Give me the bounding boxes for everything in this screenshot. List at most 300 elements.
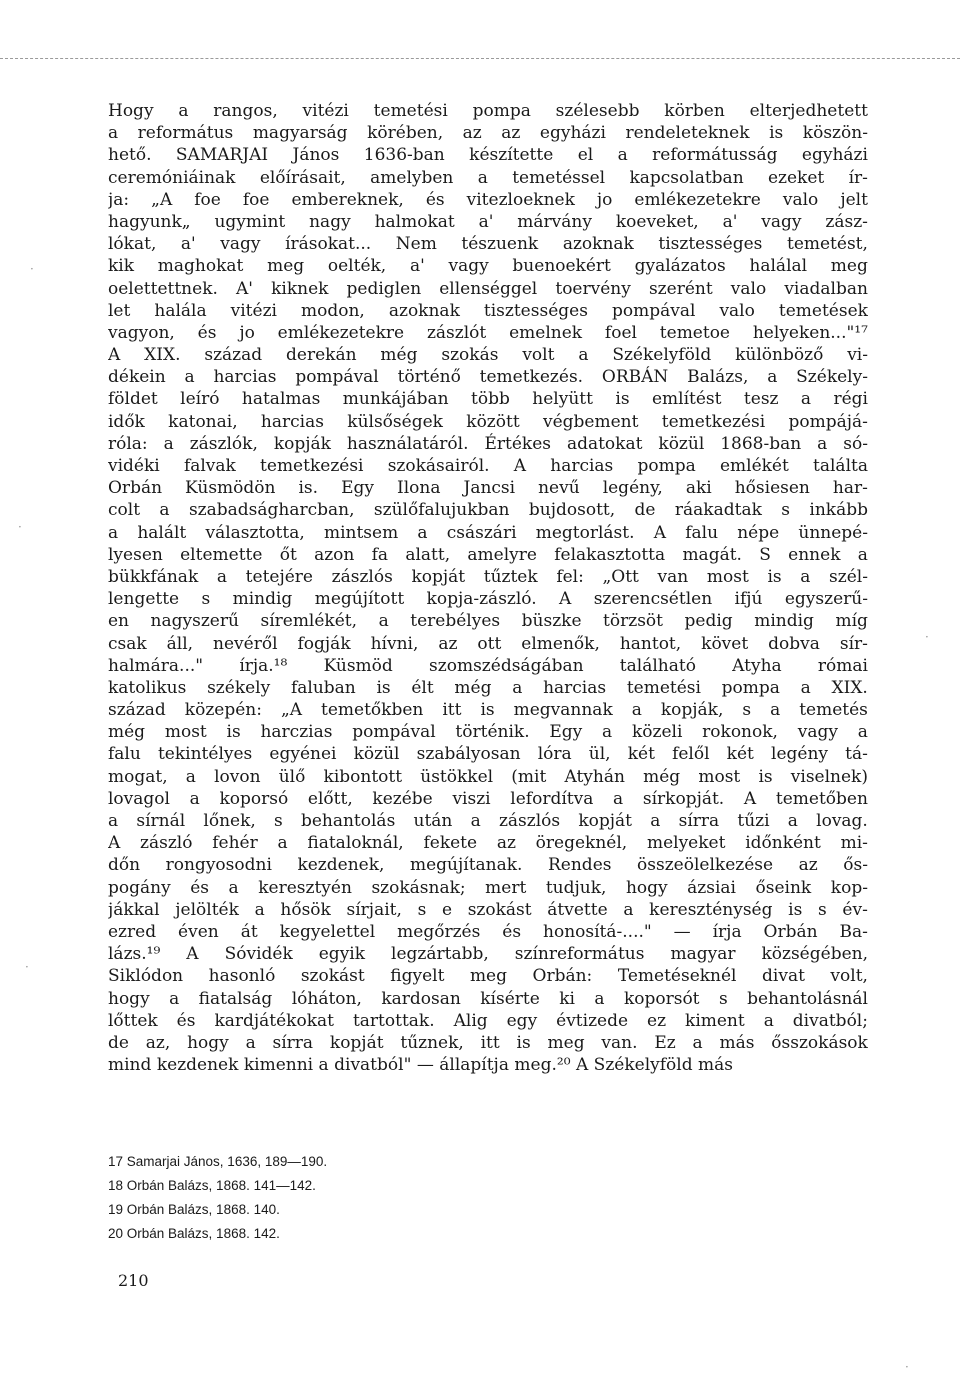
word: is — [516, 1032, 531, 1053]
word: még — [643, 766, 681, 787]
scan-speck: · — [25, 960, 29, 974]
word: gyalázatos — [634, 256, 726, 277]
word: még — [108, 722, 146, 743]
word: a — [185, 766, 196, 787]
body-line — [108, 677, 868, 699]
body-line — [108, 100, 868, 122]
word: aki — [685, 478, 712, 499]
word: elmenők, — [521, 633, 600, 654]
word: a — [163, 433, 174, 454]
word: az — [438, 633, 458, 654]
word: viadalban — [784, 278, 868, 299]
word: magyarság — [252, 123, 348, 144]
body-line — [108, 388, 868, 410]
word: század — [204, 345, 263, 366]
word: temetések — [778, 300, 868, 321]
word: let — [108, 300, 131, 321]
word: valo — [782, 189, 819, 210]
word: a' — [180, 234, 196, 255]
word: közül — [353, 744, 400, 765]
word: Székely- — [796, 367, 868, 388]
word: Egy — [549, 722, 583, 743]
word: közül — [658, 433, 705, 454]
word: S — [759, 544, 771, 565]
word: a — [578, 345, 589, 366]
word: a — [857, 544, 868, 565]
word: halmokat — [374, 211, 455, 232]
word: s — [274, 811, 283, 831]
word: történő — [397, 367, 461, 388]
word: írja.¹⁸ — [239, 655, 288, 676]
word: míg — [835, 611, 868, 632]
word: volt — [522, 345, 555, 366]
body-line — [108, 943, 868, 965]
word: temetoe — [659, 322, 730, 343]
word: az — [462, 123, 482, 144]
word: zászlós — [498, 811, 561, 831]
body-line — [108, 1054, 868, 1076]
word: ott — [477, 633, 502, 654]
word: ORBÁN — [601, 367, 669, 388]
word: harcias — [260, 411, 324, 432]
word: a — [277, 833, 288, 854]
word: dőn — [108, 855, 141, 876]
word: egyházi — [801, 145, 868, 166]
word: szokás — [441, 345, 499, 366]
word: éven — [178, 921, 219, 942]
word: figyelt — [390, 966, 445, 987]
word: A — [108, 833, 121, 854]
word: pompa — [637, 456, 696, 476]
word: emlékét — [719, 456, 789, 476]
word: „Ott — [602, 566, 639, 587]
word: vagy — [797, 722, 838, 743]
word: tetejére — [245, 566, 313, 587]
word: elterjedhetett — [749, 101, 868, 121]
word: Sóvidék — [224, 944, 293, 965]
word: lókat, — [108, 234, 157, 255]
word: falu — [108, 744, 141, 765]
word: Orbán: — [532, 966, 593, 987]
word: a — [159, 500, 170, 521]
word: eltemette — [180, 544, 263, 565]
word: Balázs, — [687, 367, 749, 388]
body-line — [108, 988, 868, 1010]
word: harczias — [260, 722, 333, 743]
word: terebélyes — [410, 611, 501, 632]
word: s — [718, 988, 728, 1009]
word: halált — [137, 522, 187, 543]
word: szabadságharcban, — [188, 500, 355, 521]
word: zászlós — [331, 566, 393, 587]
word: e — [441, 899, 453, 920]
word: tartottak. — [352, 1010, 435, 1031]
word: ennek — [788, 544, 841, 565]
word: az, — [145, 1032, 171, 1053]
word: most — [706, 566, 749, 587]
word: pompa — [721, 677, 780, 698]
word: tudjuk, — [545, 877, 607, 898]
word: most — [164, 722, 207, 743]
word: mindig — [232, 589, 293, 610]
word: tesz — [743, 389, 779, 410]
word: tűztek — [483, 566, 538, 587]
word: pompájá- — [788, 411, 868, 432]
word: ülő — [278, 766, 306, 787]
word: bükkfának — [108, 566, 199, 587]
word: tisztességes — [658, 234, 763, 255]
word: között — [466, 411, 520, 432]
word: ezred — [108, 921, 157, 942]
word: a — [417, 522, 428, 543]
word: írásokat... — [285, 234, 372, 255]
word: Székelyföld — [593, 1055, 693, 1076]
word: Alig — [453, 1010, 488, 1031]
word: vagyon, — [108, 322, 175, 343]
scan-speck: · — [18, 520, 22, 534]
word: Küsmödön — [185, 478, 276, 499]
word: fiatalság — [198, 988, 273, 1009]
word: oelték, — [327, 256, 387, 277]
body-line — [108, 278, 868, 300]
word: s — [818, 899, 827, 920]
word: leíró — [180, 389, 220, 410]
word: van — [657, 566, 689, 587]
word: követ — [701, 633, 749, 654]
body-line — [108, 544, 868, 566]
word: temetkezési — [260, 456, 364, 476]
word: a — [318, 1055, 329, 1076]
word: lőttek — [108, 1010, 158, 1031]
body-line — [108, 1032, 868, 1054]
word: megtorlást. — [535, 522, 635, 543]
word: év- — [842, 899, 868, 920]
word: külsőségek — [347, 411, 443, 432]
word: két — [726, 744, 754, 765]
word: sír- — [839, 633, 868, 654]
word: 1868-ban — [720, 433, 802, 454]
word: időnként — [745, 833, 821, 854]
footnote: 19 Orbán Balázs, 1868. 140. — [108, 1202, 280, 1217]
word: Küsmöd — [323, 655, 393, 676]
word: a — [602, 722, 613, 743]
word: fiataloknál, — [307, 833, 404, 854]
word: császári — [446, 522, 517, 543]
word: rendeleteknek — [625, 123, 750, 144]
word: felől — [672, 744, 710, 765]
word: divatból" — [334, 1055, 412, 1076]
word: rangos, — [213, 101, 278, 121]
word: pompával — [352, 722, 436, 743]
word: amelyre — [467, 544, 537, 565]
word: azoknak — [388, 300, 460, 321]
word: rongyosodni — [165, 855, 272, 876]
word: ugymint — [214, 211, 286, 232]
word: a — [857, 722, 868, 743]
word: temetés — [799, 700, 868, 721]
word: mogat, — [108, 766, 168, 787]
word: ceremóniáinak — [108, 167, 236, 188]
word: a — [108, 522, 119, 543]
word: A — [559, 589, 572, 610]
word: lengette — [108, 589, 180, 610]
word: nagy — [309, 211, 351, 232]
word: fogják — [297, 633, 351, 654]
word: az — [496, 833, 516, 854]
word: ráakadtak — [674, 500, 762, 521]
word: behantolásnál — [747, 988, 868, 1009]
footnotes — [108, 1150, 508, 1246]
word: sírra — [678, 811, 720, 831]
word: honosítá-...." — [543, 921, 652, 942]
word: mi- — [840, 833, 868, 854]
word: régi — [833, 389, 868, 410]
word: Ez — [654, 1032, 676, 1053]
word: lovagol — [108, 788, 170, 809]
word: halálal — [749, 256, 808, 277]
word: amelyben — [370, 167, 454, 188]
word: halála — [154, 300, 207, 321]
word: Orbán — [763, 921, 818, 942]
word: a — [617, 145, 628, 166]
word: jo — [239, 322, 255, 343]
word: zászló — [140, 833, 193, 854]
body-line — [108, 610, 868, 632]
word: van. — [601, 1032, 638, 1053]
word: lovon — [214, 766, 261, 787]
word: ázsiai — [687, 877, 736, 898]
body-line — [108, 366, 868, 388]
word: a — [650, 811, 661, 831]
word: is — [615, 389, 630, 410]
word: római — [817, 655, 868, 676]
word: keresztyén — [258, 877, 352, 898]
word: XIX. — [144, 345, 181, 366]
word: is — [226, 722, 241, 743]
word: legzártabb, — [391, 944, 489, 965]
word: hatalmas — [241, 389, 321, 410]
word: át — [240, 921, 258, 942]
word: harcias — [213, 367, 277, 388]
word: katolikus — [108, 677, 187, 698]
word: a — [378, 611, 389, 632]
word: ezeket — [767, 167, 825, 188]
word: inkább — [809, 500, 868, 521]
word: is — [480, 700, 495, 721]
word: a — [470, 811, 481, 831]
word: kopják — [273, 433, 331, 454]
word: ez — [647, 1010, 667, 1031]
body-line — [108, 499, 868, 521]
word: ja: — [108, 189, 130, 210]
word: hívni, — [370, 633, 419, 654]
word: katonai, — [168, 411, 238, 432]
word: törzsöt — [603, 611, 663, 632]
word: meg.²⁰ — [514, 1055, 571, 1076]
word: közeli — [631, 722, 683, 743]
word: a — [254, 899, 265, 920]
word: két — [627, 744, 655, 765]
word: dékein — [108, 367, 166, 388]
word: református — [137, 123, 234, 144]
word: rokonok, — [702, 722, 778, 743]
body-line — [108, 189, 868, 211]
word: összeölelkezése — [637, 855, 774, 876]
word: Nem — [395, 234, 437, 255]
body-line — [108, 588, 868, 610]
body-line — [108, 810, 868, 832]
word: hasonló — [208, 966, 276, 987]
word: A — [108, 345, 121, 366]
word: nevű — [538, 478, 580, 499]
word: pogány — [108, 877, 171, 898]
word: modon, — [301, 300, 365, 321]
body-line — [108, 633, 868, 655]
word: Temetéseknél — [617, 966, 737, 987]
word: zászlók, — [189, 433, 258, 454]
word: sírra — [272, 1032, 314, 1053]
word: század — [108, 700, 166, 721]
body-line — [108, 743, 868, 765]
body-line — [108, 566, 868, 588]
word: vagy — [448, 256, 489, 277]
word: szokást — [467, 899, 532, 920]
word: fehér — [212, 833, 258, 854]
word: is — [788, 899, 803, 920]
word: az — [798, 855, 818, 876]
word: ősszokások — [771, 1032, 868, 1053]
body-line — [108, 300, 868, 322]
word: emlékezetekre — [277, 322, 405, 343]
word: évtizede — [556, 1010, 629, 1031]
word: zászlót — [426, 322, 487, 343]
word: maghokat — [157, 256, 244, 277]
word: kiknek — [271, 278, 329, 299]
scan-speck: · — [905, 1360, 909, 1374]
word: el — [577, 145, 594, 166]
word: végbement — [542, 411, 639, 432]
word: helyeken..."¹⁷ — [752, 322, 868, 343]
word: hősiesen — [734, 478, 810, 499]
word: zász- — [825, 211, 868, 232]
word: reformátusság — [652, 145, 778, 166]
word: itt — [480, 1032, 500, 1053]
word: készítette — [469, 145, 554, 166]
word: Orbán — [108, 478, 163, 499]
word: „A — [151, 189, 173, 210]
word: vi- — [847, 345, 868, 366]
word: mindig — [754, 611, 814, 632]
word: is — [769, 123, 784, 144]
word: történik. — [455, 722, 530, 743]
word: a — [108, 123, 119, 144]
word: élt — [411, 677, 434, 698]
word: állapítja — [439, 1055, 509, 1076]
word: csak — [108, 633, 147, 654]
word: pedig — [684, 611, 733, 632]
body-line — [108, 144, 868, 166]
word: tá- — [845, 744, 868, 765]
word: székely — [207, 677, 271, 698]
word: oelettettnek. — [108, 278, 218, 299]
word: kibontott — [323, 766, 403, 787]
word: síremlékét, — [260, 611, 358, 632]
word: harcias — [543, 677, 607, 698]
word: megvannak — [513, 700, 613, 721]
word: temetési — [626, 677, 701, 698]
word: kardosan — [381, 988, 461, 1009]
word: a — [800, 566, 811, 587]
word: foe — [242, 189, 270, 210]
word: Hogy — [108, 101, 154, 121]
word: temetést, — [786, 234, 868, 255]
word: más — [719, 1032, 755, 1053]
scan-speck: · — [925, 630, 929, 644]
word: a — [184, 367, 195, 388]
word: a — [817, 433, 828, 454]
word: a — [216, 566, 228, 587]
word: ír- — [848, 167, 868, 188]
word: a — [512, 677, 523, 698]
word: colt — [108, 500, 141, 521]
word: jelölték — [175, 899, 239, 920]
word: őseink — [755, 877, 812, 898]
word: adatokat — [566, 433, 643, 454]
word: lőnek, — [203, 811, 256, 831]
body-line — [108, 255, 868, 277]
word: Egy — [341, 478, 374, 499]
word: egyszerű- — [784, 589, 868, 610]
word: idők — [108, 411, 145, 432]
word: koporsó — [219, 788, 289, 809]
word: egyik — [318, 944, 366, 965]
word: temetéssel — [512, 167, 606, 188]
word: Atyhán — [564, 766, 625, 787]
word: egy — [506, 1010, 538, 1031]
word: előtt, — [307, 788, 353, 809]
word: A — [743, 788, 757, 809]
word: legény, — [602, 478, 663, 499]
word: írja — [712, 921, 742, 942]
word: jákkal — [108, 899, 160, 920]
body-line — [108, 233, 868, 255]
word: kopját — [578, 811, 633, 831]
word: lóháton, — [291, 988, 362, 1009]
word: és — [190, 877, 210, 898]
word: sírnál — [136, 811, 186, 831]
word: „A — [280, 700, 303, 721]
word: foel — [604, 322, 637, 343]
word: helyütt — [532, 389, 593, 410]
word: lázs.¹⁹ — [108, 944, 161, 965]
body-line — [108, 167, 868, 189]
word: után — [413, 811, 453, 831]
word: ünnepé- — [798, 522, 868, 543]
word: valo — [719, 300, 755, 321]
word: temetőkben — [321, 700, 424, 721]
body-text — [108, 100, 868, 1076]
word: a — [770, 700, 781, 721]
word: vagy — [761, 211, 802, 232]
scan-top-rule — [0, 58, 960, 59]
word: fel: — [556, 566, 584, 587]
word: kezdenek — [156, 1055, 239, 1076]
word: lefordítva — [510, 788, 594, 809]
word: embereknek, — [291, 189, 404, 210]
word: hantot, — [619, 633, 682, 654]
word: szél- — [829, 566, 868, 587]
body-line — [108, 721, 868, 743]
